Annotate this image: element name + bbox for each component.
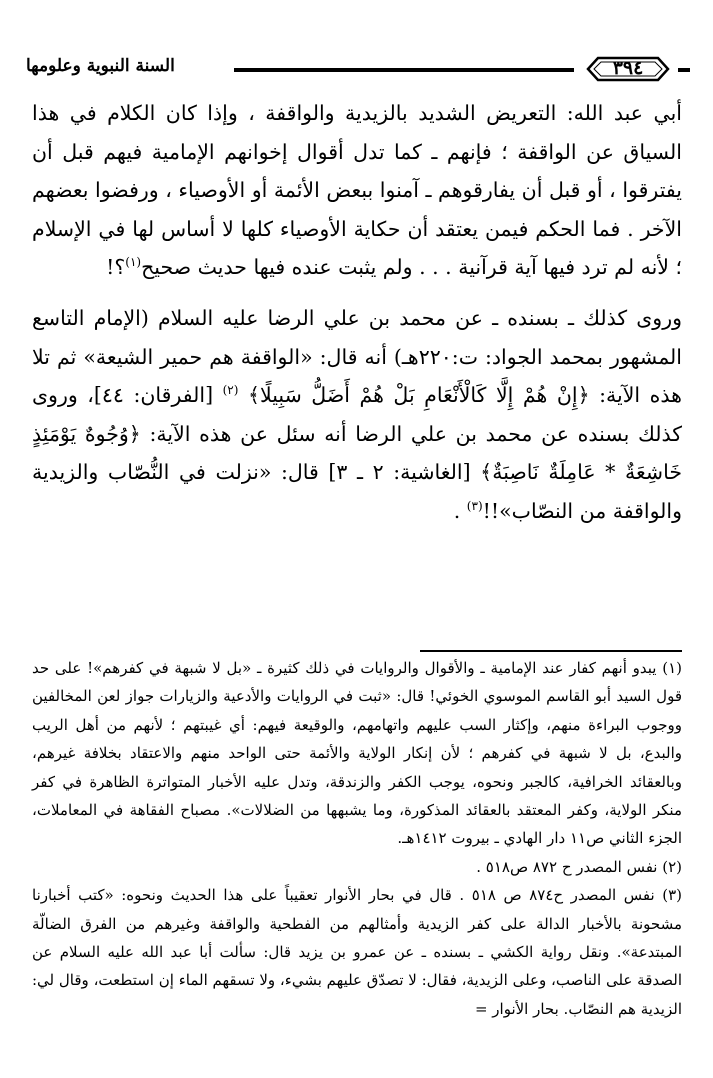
- footnote-2: (٢) نفس المصدر ح ٨٧٢ ص٥١٨ .: [476, 857, 682, 876]
- footnote-ref-3: (٣): [466, 499, 483, 514]
- paragraph-1-end: ؟!: [106, 255, 126, 280]
- header-rule: [234, 68, 574, 72]
- book-title: السنة النبوية وعلومها: [26, 56, 175, 76]
- paragraph-2-end: .: [453, 498, 461, 523]
- footnote-separator: [420, 650, 682, 652]
- paragraph-1-text: أبي عبد الله: التعريض الشديد بالزيدية والواقفة ، وإذا كان الكلام في هذا السياق عن الواقفة ؛ فإنهم ـ كما تدل أقوال إخوانهم الإمامية فيهم قبل أن يفترقوا ، أو قبل أن يفارقوهم ـ آمنوا ببعض الأئمة أو الأوصياء ، ورفضوا بعضهم الآخر . فما الحكم فيمن يعتقد أن حكاية الأوصياء كلها لا أساس لها في الإسلام ؛ لأنه لم ترد فيها آية قرآنية . . . ولم يثبت عنده فيها حديث صحيح: [32, 101, 682, 280]
- footnotes: [32, 654, 682, 1023]
- page-number: ٣٩٤: [612, 57, 644, 79]
- page-header: [26, 52, 690, 88]
- footnote-ref-1: (١): [125, 255, 142, 270]
- footnote-1: (١) يبدو أنهم كفار عند الإمامية ـ والأقوال والروايات في ذلك كثيرة ـ «بل لا شبهة في كفرهم»! على حد قول السيد أبو القاسم الموسوي الخوئي! قال: «ثبت في الروايات والأدعية والزيارات جواز لعن المخالفين ووجوب البراءة منهم، وإكثار السب عليهم واتهامهم، والوقيعة فيهم: أي غيبتهم ؛ لأنهم من أهل الريب والبدع، بل لا شبهة في كفرهم ؛ لأن إنكار الولاية والأئمة حتى الواحد منهم والاعتقاد بخلافة غيرهم، وبالعقائد الخرافية، كالجبر ونحوه، يوجب الكفر والزندقة، وتدل عليه الأخبار المتواترة الظاهرة في كفر منكر الولاية، وكفر المعتقد بالعقائد المذكورة، وما يشبهها من الضلالات». مصباح الفقاهة في المعاملات، الجزء الثاني ص١١ دار الهادي ـ بيروت ١٤١٢هـ.: [32, 659, 682, 848]
- footnote-3: (٣) نفس المصدر ح٨٧٤ ص ٥١٨ . قال في بحار الأنوار تعقيباً على هذا الحديث ونحوه: «كتب أخبارنا مشحونة بالأخبار الدالة على كفر الزيدية وأمثالهم من الفطحية والواقفة وغيرهم من الفرق الضالّة المبتدعة». ونقل رواية الكشي ـ بسنده ـ عن عمرو بن يزيد قال: سألت أبا عبد الله عليه السلام عن الصدقة على الناصب، وعلى الزيدية، فقال: لا تصدّق عليهم بشيء، ولا تسقهم الماء إن استطعت، وقال لي: الزيدية هم النصّاب. بحار الأنوار =: [32, 886, 683, 1018]
- footnote-ref-2: (٢): [222, 383, 239, 398]
- paragraph-1: [32, 94, 682, 287]
- main-text: [32, 94, 682, 531]
- header-rule-end: [678, 68, 690, 72]
- paragraph-2-continued: [الفرقان: ٤٤]، وروى كذلك بسنده عن محمد بن علي الرضا أنه سئل عن هذه الآية: ﴿وُجُوهٌ يَوْمَئِذٍ خَاشِعَةٌ * عَامِلَةٌ نَاصِبَةٌ﴾ [الغاشية: ٢ ـ ٣] قال: «نزلت في النُّصّاب والزيدية والواقفة من النصّاب»!!: [32, 383, 682, 523]
- paragraph-2: [32, 299, 682, 531]
- paragraph-2-text: وروى كذلك ـ بسنده ـ عن محمد بن علي الرضا عليه السلام (الإمام التاسع المشهور بمحمد الجواد: ت:٢٢٠هـ) أنه قال: «الواقفة هم حمير الشيعة» ثم تلا هذه الآية: ﴿إِنْ هُمْ إِلَّا كَالْأَنْعَامِ بَلْ هُمْ أَضَلُّ سَبِيلًا﴾: [32, 305, 682, 408]
- page-number-badge: [582, 54, 674, 84]
